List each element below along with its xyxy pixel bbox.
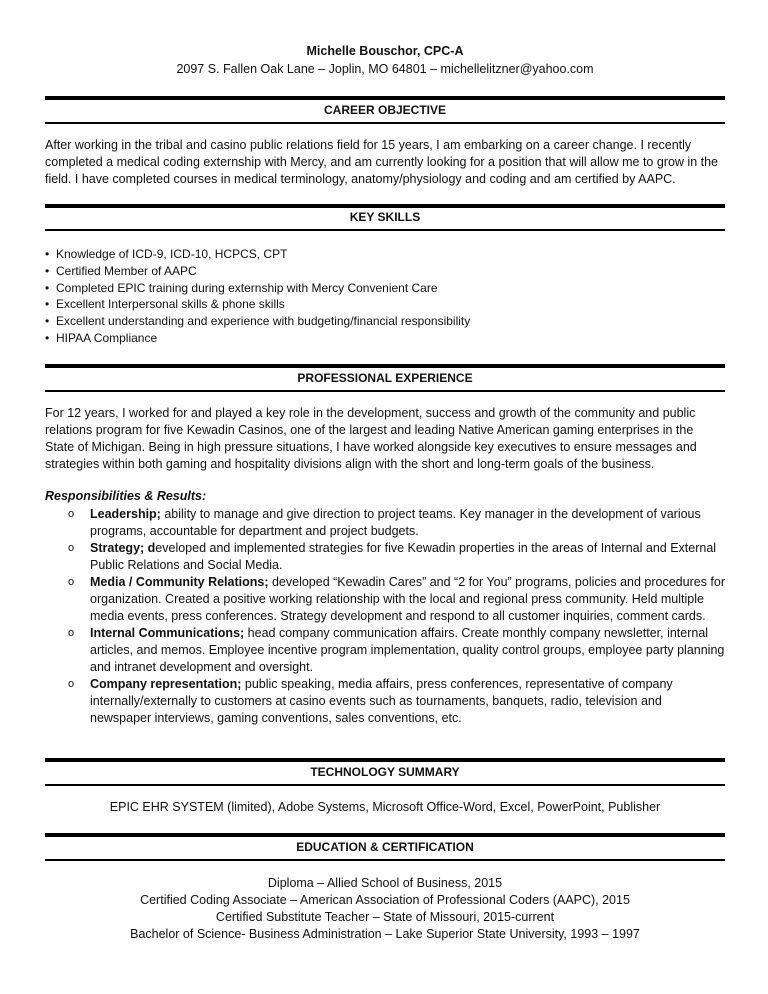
section-rule [45, 364, 725, 368]
responsibility-label: Internal Communications; [90, 626, 245, 640]
career-objective-title: CAREER OBJECTIVE [323, 103, 447, 117]
skill-item: • Certified Member of AAPC [45, 263, 725, 280]
skill-item: • Excellent understanding and experience with budgeting/financial responsibility [45, 313, 725, 330]
education-line: Certified Coding Associate – American Association of Professional Coders (AAPC), 2015 [140, 893, 630, 907]
responsibility-label: Strategy; d [90, 541, 156, 555]
career-objective-text: After working in the tribal and casino public relations field for 15 years, I am embarking on a career change. I recently completed a medical coding externship with Mercy, and am currently looking for a position that will allow me to grow in the field. I have completed courses in medical terminology, anatomy/physiology and coding and am certified by AAPC. [45, 138, 719, 186]
responsibility-label: Leadership; [90, 507, 161, 521]
responsibility-text: head company communication affairs. Create monthly company newsletter, internal articles, and memos. Employee incentive program implementation, quality control groups, employee party planning and intranet development and oversight. [90, 626, 725, 674]
responsibility-text: ability to manage and give direction to project teams. Key manager in the development of various programs, accountable for department and project budgets. [90, 507, 701, 538]
skill-item: • Knowledge of ICD-9, ICD-10, HCPCS, CPT [45, 246, 725, 263]
bullet-marker: o [68, 542, 75, 554]
bullet-marker: o [68, 678, 75, 690]
bullet-marker: o [68, 627, 75, 639]
responsibility-label: Media / Community Relations; [90, 575, 269, 589]
bullet-marker: o [68, 576, 75, 588]
section-rule [45, 96, 725, 100]
skill-item: • Excellent Interpersonal skills & phone skills [45, 296, 725, 313]
contact-line: 2097 S. Fallen Oak Lane – Joplin, MO 64801 – michellelitzner@yahoo.com [176, 62, 594, 76]
section-rule [45, 784, 725, 786]
technology-summary-title: TECHNOLOGY SUMMARY [310, 765, 460, 779]
section-rule [45, 229, 725, 231]
key-skills-list [45, 246, 725, 347]
candidate-name: Michelle Bouschor, CPC-A [306, 44, 464, 58]
responsibility-label: Company representation; [90, 677, 242, 691]
section-rule [45, 859, 725, 861]
education-line: Certified Substitute Teacher – State of Missouri, 2015-current [215, 910, 555, 924]
responsibility-text: eveloped and implemented strategies for five Kewadin properties in the areas of Internal and External Public Relations and Social Media. [90, 541, 717, 572]
section-rule [45, 204, 725, 208]
skill-item: • Completed EPIC training during externship with Mercy Convenient Care [45, 280, 725, 297]
professional-experience-title: PROFESSIONAL EXPERIENCE [297, 371, 473, 385]
responsibilities-list [45, 506, 725, 727]
bullet-marker: o [68, 508, 75, 520]
responsibility-text: developed “Kewadin Cares” and “2 for You” programs, policies and procedures for organization. Created a positive working relationship with the local and regional press community. Held multiple media events, press conferences. Strategy development and respond to all customer inquiries, comment cards. [90, 575, 726, 623]
responsibility-item [45, 574, 725, 625]
education-title: EDUCATION & CERTIFICATION [296, 840, 474, 854]
responsibility-item [45, 625, 725, 676]
responsibility-text: public speaking, media affairs, press conferences, representative of company internally/externally to customers at casino events such as tournaments, banquets, radio, television and newspaper interviews, gaming conventions, sales conventions, etc. [90, 677, 673, 725]
responsibility-item [45, 540, 725, 574]
responsibilities-heading: Responsibilities & Results: [45, 489, 207, 503]
technology-summary-text: EPIC EHR SYSTEM (limited), Adobe Systems, Microsoft Office-Word, Excel, PowerPoint, Publisher [109, 800, 661, 814]
section-rule [45, 122, 725, 124]
key-skills-title: KEY SKILLS [349, 210, 421, 224]
education-line: Bachelor of Science- Business Administration – Lake Superior State University, 1993 – 1997 [130, 927, 640, 941]
section-rule [45, 758, 725, 762]
section-rule [45, 833, 725, 837]
experience-summary: For 12 years, I worked for and played a key role in the development, success and growth of the community and public relations program for five Kewadin Casinos, one of the largest and leading Native American gaming enterprises in the State of Michigan. Being in high pressure situations, I have worked alongside key executives to ensure messages and strategies within both gaming and hospitality divisions align with the short and long-term goals of the business. [45, 406, 697, 471]
section-rule [45, 390, 725, 392]
education-line: Diploma – Allied School of Business, 2015 [267, 876, 503, 890]
skill-item: • HIPAA Compliance [45, 330, 725, 347]
responsibility-item [45, 676, 725, 727]
responsibility-item [45, 506, 725, 540]
